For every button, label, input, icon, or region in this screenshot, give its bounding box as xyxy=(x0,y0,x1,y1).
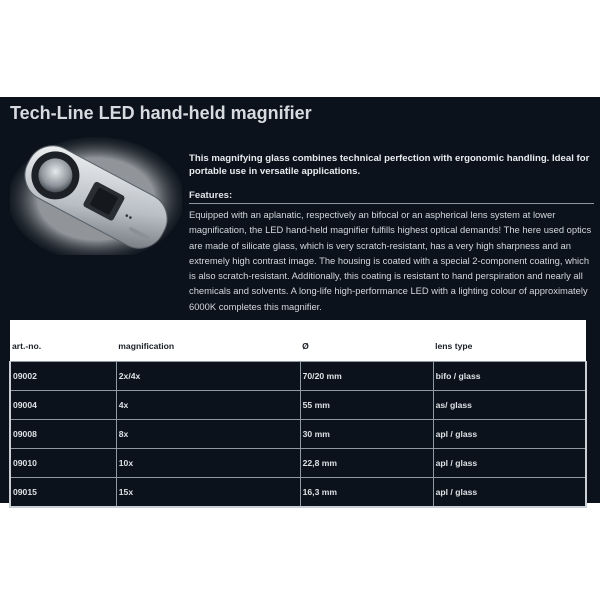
table-row xyxy=(10,449,586,478)
features-heading: Features: xyxy=(189,190,594,204)
intro-text: This magnifying glass combines technical perfection with ergonomic handling. Ideal for portable use in versatile applications. xyxy=(189,153,590,177)
cell-lens-type: apl / glass xyxy=(433,449,586,478)
cell-diameter: 70/20 mm xyxy=(300,362,433,391)
cell-magnification: 10x xyxy=(116,449,300,478)
cell-lens-type: bifo / glass xyxy=(433,362,586,391)
cell-diameter: 16,3 mm xyxy=(300,478,433,508)
cell-lens-type: apl / glass xyxy=(433,420,586,449)
header-magnification: magnification xyxy=(116,320,300,362)
cell-art-no: 09015 xyxy=(10,478,116,508)
product-panel xyxy=(0,97,600,503)
table-row xyxy=(10,391,586,420)
table-row xyxy=(10,362,586,391)
table-header-row xyxy=(10,320,586,362)
features-text: Equipped with an aplanatic, respectively an bifocal or an aspherical lens system at lower magnification, the LED hand-held magnifier fulfills highest optical demands! The here used optics are made of silicate glass, which is very scratch-resistant, has a very high sharpness and an extremely high contrast image. The housing is coated with a special 2-component coating, which is also scratch-resistant. Additionally, this coating is resistant to hand perspiration and nearly all chemicals and solvents. A long-life high-performance LED with a lighting colour of approximately 6000K completes this magnifier. xyxy=(189,209,592,312)
header-diameter: Ø xyxy=(300,320,433,362)
cell-magnification: 8x xyxy=(116,420,300,449)
table-row xyxy=(10,420,586,449)
cell-art-no: 09010 xyxy=(10,449,116,478)
cell-art-no: 09004 xyxy=(10,391,116,420)
cell-magnification: 15x xyxy=(116,478,300,508)
magnifier-product-image xyxy=(10,137,182,255)
cell-lens-type: apl / glass xyxy=(433,478,586,508)
header-lens-type: lens type xyxy=(433,320,586,362)
cell-lens-type: as/ glass xyxy=(433,391,586,420)
cell-diameter: 55 mm xyxy=(300,391,433,420)
page-title: Tech-Line LED hand-held magnifier xyxy=(10,103,312,123)
cell-magnification: 4x xyxy=(116,391,300,420)
cell-diameter: 22,8 mm xyxy=(300,449,433,478)
spec-table xyxy=(9,320,587,508)
header-art-no: art.-no. xyxy=(10,320,116,362)
cell-diameter: 30 mm xyxy=(300,420,433,449)
cell-art-no: 09002 xyxy=(10,362,116,391)
cell-art-no: 09008 xyxy=(10,420,116,449)
table-row xyxy=(10,478,586,508)
cell-magnification: 2x/4x xyxy=(116,362,300,391)
